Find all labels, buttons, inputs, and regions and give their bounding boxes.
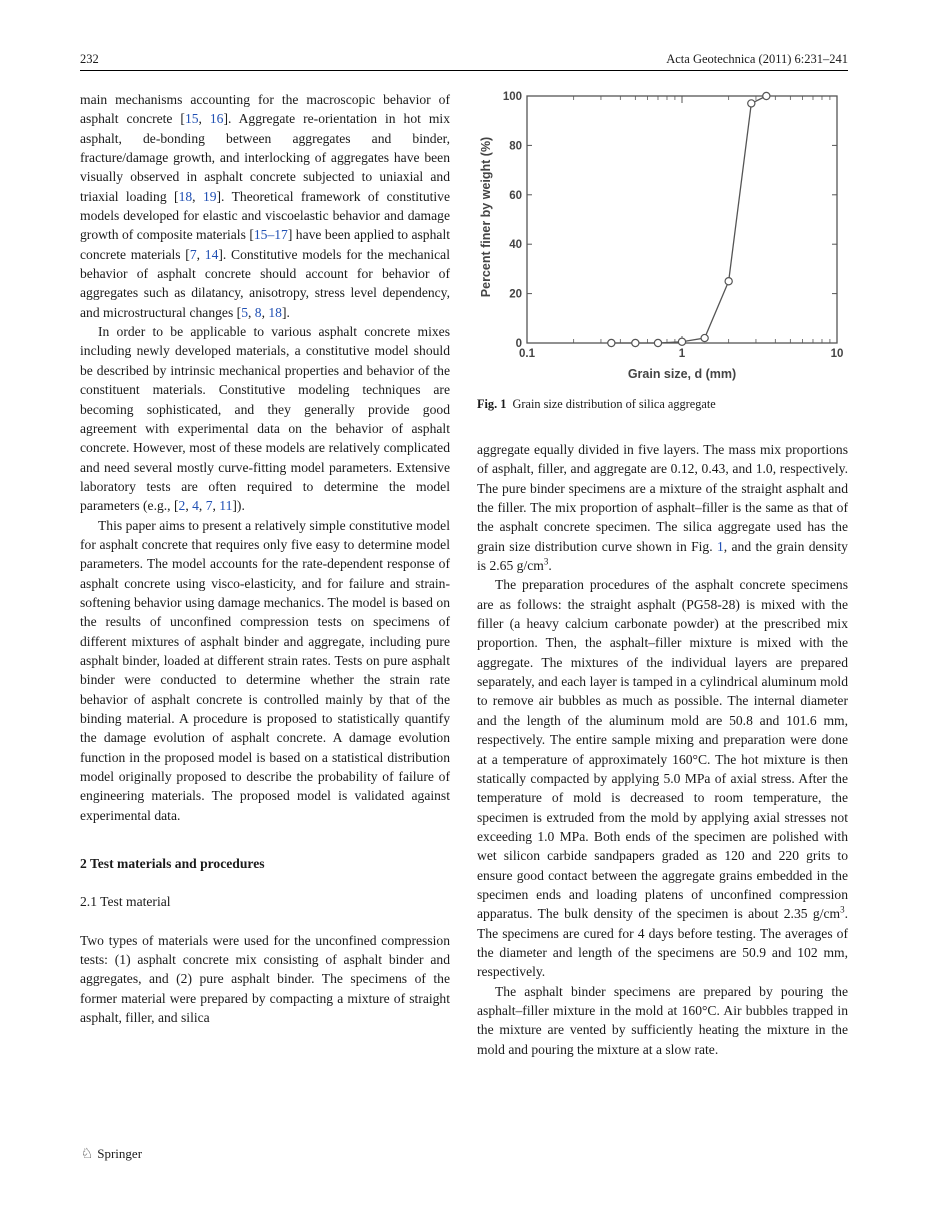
y-tick-label: 20: [509, 288, 522, 301]
reference-link[interactable]: 18: [268, 304, 282, 320]
section-heading: 2 Test materials and procedures: [80, 856, 265, 872]
reference-link[interactable]: 15: [184, 111, 199, 127]
grain-size-chart: [477, 84, 848, 394]
x-tick-label: 0.1: [519, 348, 535, 360]
subsection-heading: 2.1 Test material: [80, 894, 171, 910]
reference-link[interactable]: 2: [178, 498, 186, 514]
x-axis-label: Grain size, d (mm): [627, 367, 737, 381]
paragraph: In order to be applicable to various asphalt concrete mixes including newly developed materials, a constitutive model should be described by intrinsic mechanical properties and behavior of the constituent materials. Constitutive modeling techniques are becoming sophisticated, and they generally provide good agreement with experimental data on the behavior of asphalt concrete. However, most of these models are relatively complicated and need several mostly curve-fitting model parameters. Extensive laboratory tests are often required to determine the model parameters (e.g., [2, 4, 7, 11]).: [80, 324, 450, 514]
reference-link[interactable]: 19: [202, 188, 217, 204]
y-tick-label: 0: [515, 338, 522, 350]
y-axis-label: Percent finer by weight (%): [479, 136, 493, 298]
y-tick-label: 40: [509, 239, 522, 252]
paragraph: main mechanisms accounting for the macroscopic behavior of asphalt concrete [15, 16]. Aggregate re-orientation in hot mix asphalt, de-bonding between aggregates and binder, fracture/damage growth, and interlocking of aggregates have been visually observed in asphalt concrete subjected to uniaxial and triaxial loading [18, 19]. Theoretical framework of constitutive models developed for elastic and viscoelastic behavior and damage growth of composite materials [15–17] have been applied to asphalt concrete materials [7, 14]. Constitutive models for the mechanical behavior of asphalt concrete should account for behavior of aggregates such as dilatancy, anisotropy, stress level dependency, and microstructural changes [5, 8, 18].: [80, 92, 450, 320]
data-point: [725, 278, 732, 285]
caption-text: Grain size distribution of silica aggregate: [512, 397, 716, 411]
page-number: 232: [80, 52, 99, 66]
reference-link[interactable]: 4: [192, 498, 199, 514]
reference-link[interactable]: 15–17: [253, 227, 288, 243]
left-column: [80, 90, 450, 1027]
footer: [80, 1146, 142, 1163]
paragraph: Two types of materials were used for the unconfined compression tests: (1) asphalt concrete mix consisting of asphalt binder and aggregates, and (2) pure asphalt binder. The specimens of the former material were prepared by compacting a mixture of straight asphalt, filler, and silica: [80, 932, 450, 1026]
y-tick-label: 100: [502, 91, 522, 103]
data-point: [701, 334, 708, 341]
paragraph: This paper aims to present a relatively simple constitutive model for asphalt concrete that requires only five easy to determine model parameters. The model accounts for the rate-dependent response of asphalt concrete using visco-elasticity, and for failure and strain-softening behavior using damage mechanics. The model is based on the results of unconfined compression tests on specimens of different mixtures of asphalt binder and aggregate, including pure asphalt binder, loaded at different strain rates. Tests on pure asphalt binder were conducted to determine whether the strain rate behavior of asphalt concrete is controlled mainly by that of the binding material. A procedure is proposed to statistically quantify the damage evolution of asphalt concrete. A damage evolution function in the proposed model is based on a statistical distribution model originally proposed to describe the probability of failure of engineering materials. The proposed model is validated against experimental data.: [80, 517, 450, 823]
figure-caption: [477, 397, 848, 412]
springer-logo-icon: ♘: [80, 1147, 94, 1162]
right-column: [477, 440, 848, 1059]
journal-citation: Acta Geotechnica (2011) 6:231–241: [666, 52, 848, 66]
data-point: [632, 339, 639, 346]
data-point: [678, 338, 685, 345]
x-tick-label: 10: [830, 348, 844, 360]
figure-link[interactable]: 1: [716, 538, 724, 554]
reference-link[interactable]: 16: [209, 111, 224, 127]
running-header: [80, 50, 848, 71]
paragraph: aggregate equally divided in five layers. The mass mix proportions of asphalt, filler, and aggregate are 0.12, 0.43, and 1.0, respectively. The pure binder specimens are a mixture of the straight asphalt and the filler. The mix proportion of asphalt–filler is the same as that of the asphalt concrete specimen. The silica aggregate used has the grain size distribution curve shown in Fig. 1, and the grain density is 2.65 $g/cm^3$.: [477, 442, 848, 574]
data-point: [654, 339, 661, 346]
reference-link[interactable]: 11: [219, 498, 233, 514]
paragraph: The preparation procedures of the asphalt concrete specimens are as follows: the straight asphalt (PG58-28) is mixed with the filler (a heavy calcium carbonate powder) at the prescribed mix proportion. Then, the asphalt–filler mixture is mixed with the aggregate. The mixtures of the individual layers are prepared separately, and each layer is tamped in a cylindrical aluminum mold to remove air bubbles as much as possible. The internal diameter and the length of the aluminum mold are 50.8 and 101.6 mm, respectively. The entire sample mixing and preparation were done at a temperature of approximately 160°C. The hot mixture is then statically compacted by applying 5.0 MPa of axial stress. After the temperature of mold is decreased to room temperature, the specimen is extruded from the mold by applying axial stresses not exceeding 1.0 MPa. Both ends of the specimen are polished with wet silicon carbide sandpapers graded as 120 and 220 grits to ensure good contact between the aggregate grains embedded in the specimen ends and loading platens of unconfined compression apparatus. The bulk density of the specimen is about 2.35 $g/cm^3$. The specimens are cured for 4 days before testing. The averages of the diameter and length of the specimens are 50.9 and 102 mm, respectively.: [477, 577, 848, 980]
reference-link[interactable]: 8: [254, 304, 262, 320]
data-point: [763, 92, 770, 99]
data-point: [608, 339, 615, 346]
publisher-name: Springer: [97, 1146, 143, 1161]
series-line: [611, 96, 766, 343]
caption-label: Fig. 1: [477, 397, 507, 411]
plot-frame: [527, 96, 837, 343]
reference-link[interactable]: 5: [241, 304, 248, 320]
reference-link[interactable]: 7: [205, 498, 213, 514]
data-point: [748, 100, 755, 107]
figure-1: [477, 84, 848, 414]
y-tick-label: 60: [509, 189, 522, 202]
reference-link[interactable]: 18: [178, 188, 193, 204]
x-tick-label: 1: [678, 348, 686, 360]
paragraph: The asphalt binder specimens are prepared by pouring the asphalt–filler mixture in the mold at 160°C. Air bubbles trapped in the mixture are vented by sufficiently heating the mixture in the mold and pouring the mixture at a slow rate.: [477, 983, 848, 1057]
reference-link[interactable]: 14: [204, 246, 219, 262]
y-tick-label: 80: [509, 140, 522, 153]
reference-link[interactable]: 7: [189, 246, 197, 262]
